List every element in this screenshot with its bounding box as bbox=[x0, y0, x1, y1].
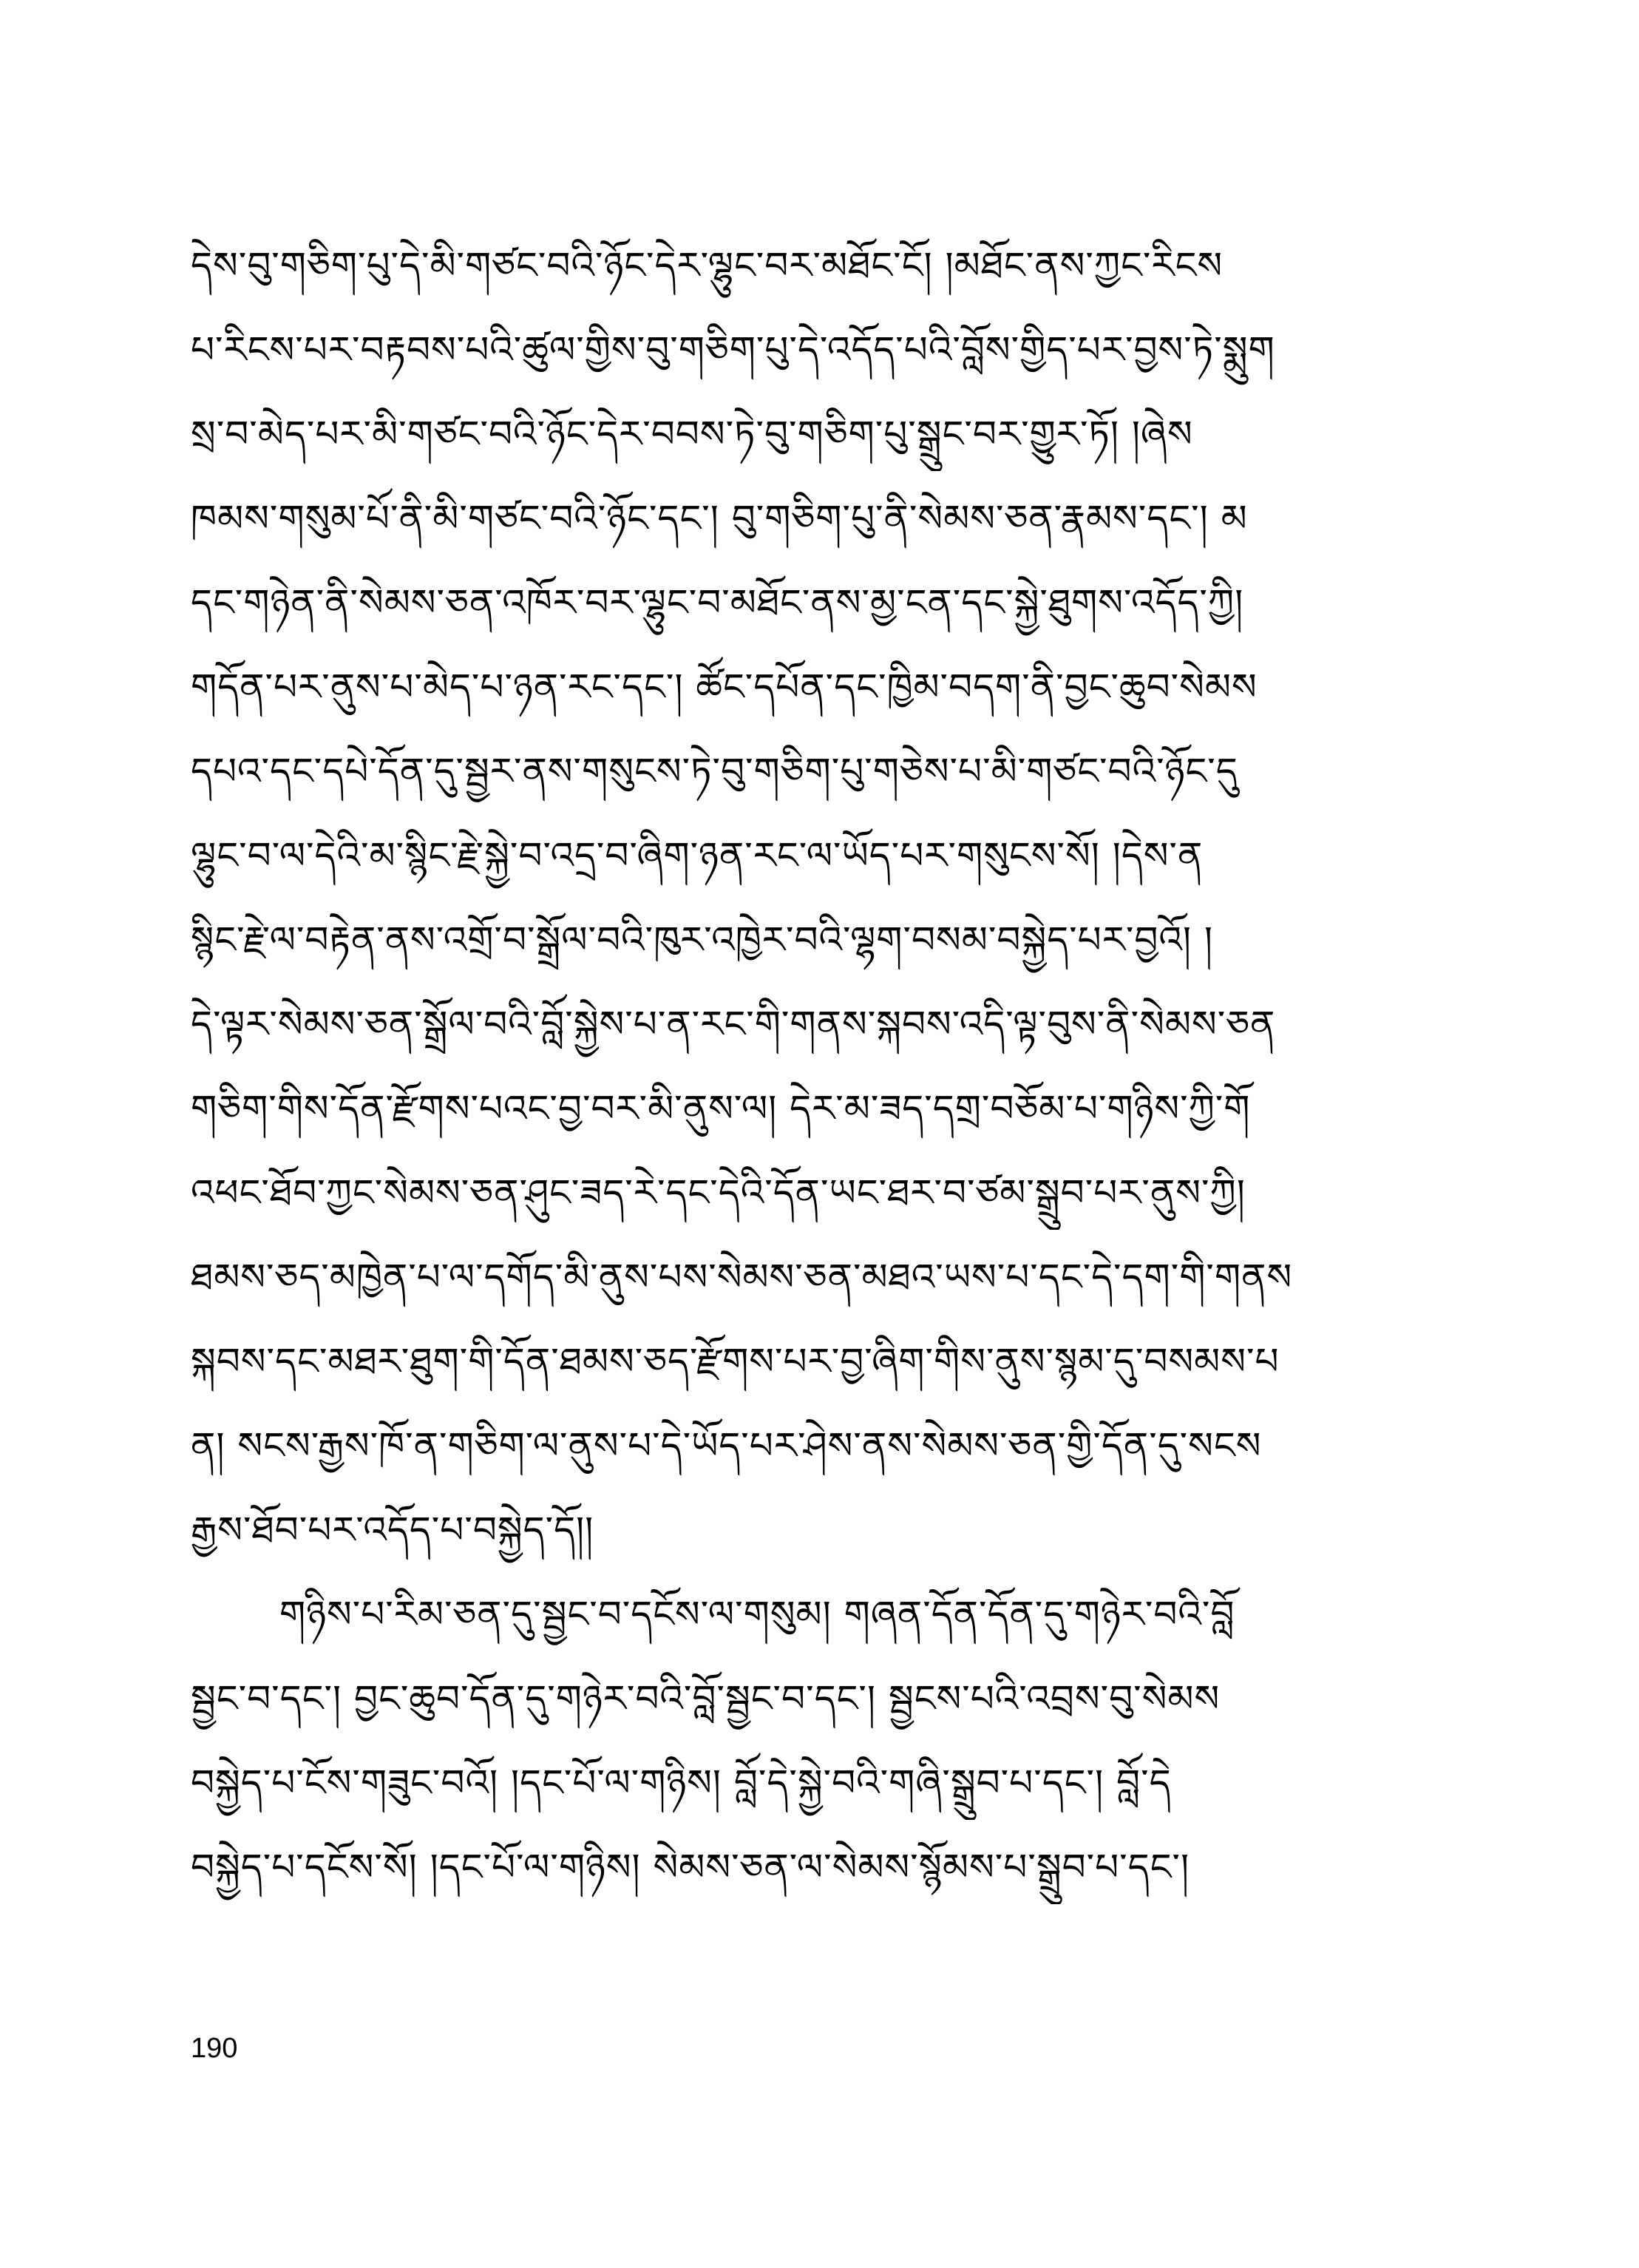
text-line: སྐབས་དང་མཐར་ཐུག་གི་དོན་ཐམས་ཅད་རྫོགས་པར་བྱ་ཞིག་གིས་ནུས་སྙམ་དུ་བསམས་པ bbox=[191, 1340, 1280, 1383]
text-line: འཕང་ཐོབ་ཀྱང་སེམས་ཅན་ཤུང་ཟད་རེ་དང་དེའི་དོན་ཡང་ཐར་བ་ཙམ་སྒྲུབ་པར་ནུས་ཀྱི། bbox=[191, 1171, 1246, 1214]
text-line: རྒྱས་ཐོབ་པར་འདོད་པ་བསྐྱེད་དོ།། bbox=[191, 1509, 594, 1551]
text-line: བསྐྱེད་པ་ངོས་གཟུང་བའོ། །དང་པོ་ལ་གཉིས། བློ་དེ་སྐྱེ་བའི་གཞི་སྒྲུབ་པ་དང་། བློ་དེ bbox=[191, 1761, 1172, 1804]
text-line: ཁམས་གསུམ་པོ་ནི་མི་གཙང་བའི་ཉོང་དང་། བུ་གཅིག་པུ་ནི་སེམས་ཅན་རྣམས་དང་། མ bbox=[191, 497, 1248, 540]
text-line: སྦྱང་བ་དང་། བྱང་ཆུབ་དོན་དུ་གཉེར་བའི་བློ་སྦྱང་བ་དང་། སྦྱངས་པའི་འབྲས་བུ་སེམས bbox=[191, 1677, 1221, 1720]
text-line: གཅིག་གིས་དོན་རྫོགས་པའང་བྱ་བར་མི་ནུས་ལ། དེར་མ་ཟད་དགྲ་བཅོམ་པ་གཉིས་ཀྱི་གོ bbox=[191, 1087, 1251, 1130]
text-line: ལྷུང་བ་ལ་དེའི་མ་སྙིང་རྗེ་སྐྱེ་བ་འདྲ་བ་ཞིག་ཉན་རང་ལ་ཡོད་པར་གསུངས་སོ། །དེས་ན bbox=[191, 834, 1204, 877]
text-line: དཔའ་དང་དཔེ་དོན་དུ་སྦྱར་ནས་གསུངས་ཏེ་བུ་གཅིག་པུ་གཅེས་པ་མི་གཙང་བའི་ཉོང་དུ bbox=[191, 750, 1238, 793]
text-line: དེ་ལྟར་སེམས་ཅན་སྒྲོལ་བའི་བློ་སྐྱེས་པ་ན་རང་གི་གནས་སྐབས་འདི་ལྟ་བུས་ནི་སེམས་ཅན bbox=[191, 1003, 1276, 1046]
text-line: སྙིང་རྗེ་ལ་བརྟེན་ནས་འགྲོ་བ་སྒྲོལ་བའི་ཁུར་འཁྱེར་བའི་ལྷག་བསམ་བསྐྱེད་པར་བྱའོ། ། bbox=[191, 918, 1213, 961]
text-line: གདོན་པར་ནུས་པ་མེད་པ་ཉན་རང་དང་། ཚོང་དཔོན་དང་ཁྱིམ་བདག་ནི་བྱང་ཆུབ་སེམས bbox=[191, 666, 1258, 708]
text-line: བསྐྱེད་པ་དངོས་སོ། །དང་པོ་ལ་གཉིས། སེམས་ཅན་ལ་སེམས་སྙོམས་པ་སྒྲུབ་པ་དང་། bbox=[191, 1846, 1190, 1889]
text-line: སྲ་བ་མེད་པར་མི་གཙང་བའི་ཉོང་དེར་བབས་ཏེ་བུ་གཅིག་པུ་སྒྲུང་བར་གྱུར་ཏོ། །ཞེས bbox=[191, 413, 1193, 456]
text-line: པ་རིངས་པར་བརྟབས་པའི་ཚུལ་གྱིས་བུ་གཅིག་པུ་དེ་འདོད་པའི་བློས་གྱིད་པར་བྱས་ཏེ་སྨུག bbox=[191, 328, 1275, 371]
text-line: དང་གཉེན་ནི་སེམས་ཅན་འཁོར་བར་ལྷུང་བ་མཐོང་ནས་མྱ་ངན་དང་སྐྱེ་ཐུགས་འདོད་ཀྱི། bbox=[191, 581, 1244, 624]
text-line: ཐམས་ཅད་མཁྱེན་པ་ལ་དགོད་མི་ནུས་པས་སེམས་ཅན་མཐའ་ཡས་པ་དང་དེ་དག་གི་གནས bbox=[191, 1256, 1293, 1299]
text-line: དེས་བུ་གཅིག་པུ་དེ་མི་གཙང་བའི་ཉོང་དེར་ལྷུང་བར་མཐོང་ངོ། །མཐོང་ནས་ཀྱང་རིངས bbox=[191, 244, 1224, 287]
text-line: ན། སངས་རྒྱས་ཁོ་ན་གཅིག་ལ་ནུས་པ་དེ་ཡོད་པར་ཤེས་ནས་སེམས་ཅན་གྱི་དོན་དུ་སངས bbox=[191, 1424, 1262, 1467]
page-number: 190 bbox=[191, 2033, 238, 2064]
paragraph-start-line: གཉིས་པ་རིམ་ཅན་དུ་སྦྱང་བ་དངོས་ལ་གསུམ། གཞན་དོན་དོན་དུ་གཉེར་བའི་བློ bbox=[279, 1593, 1235, 1636]
